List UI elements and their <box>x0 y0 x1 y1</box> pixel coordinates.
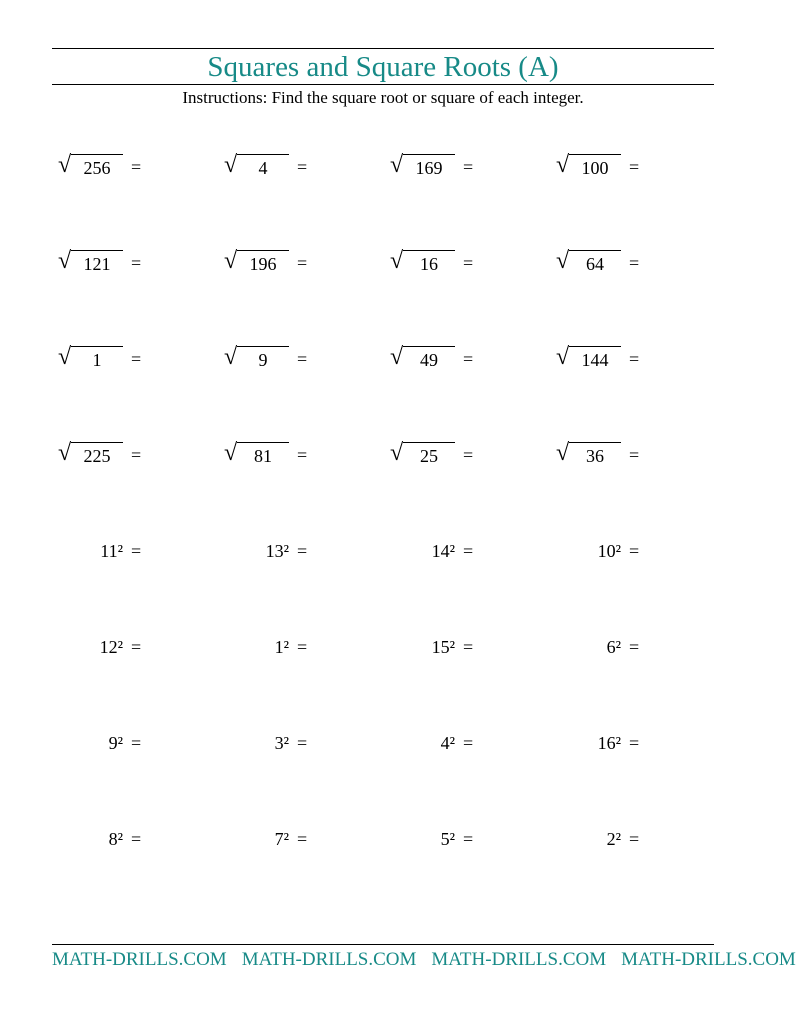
radicand: 9 <box>237 346 289 371</box>
square-expression: 4² <box>440 733 455 753</box>
square-expression: 9² <box>108 733 123 753</box>
equals-sign: = <box>463 253 474 273</box>
square-problem <box>224 630 384 660</box>
square-expression: 11² <box>100 541 123 561</box>
equals-sign: = <box>463 445 474 465</box>
square-root-problem <box>224 438 384 468</box>
square-expression: 15² <box>431 637 455 657</box>
footer-brand-text: MATH-DRILLS.COM <box>431 949 607 970</box>
square-expression: 16² <box>597 733 621 753</box>
equals-sign: = <box>131 445 142 465</box>
footer-brand-text: MATH-DRILLS.COM <box>241 949 417 970</box>
radical-sign: √ <box>224 344 238 370</box>
equals-sign: = <box>131 637 142 657</box>
equals-sign: = <box>297 829 308 849</box>
square-root-problem <box>224 150 384 180</box>
square-root-problem <box>390 438 550 468</box>
square-root-problem <box>58 438 218 468</box>
equals-sign: = <box>131 541 142 561</box>
equals-sign: = <box>131 733 142 753</box>
square-problem <box>224 726 384 756</box>
equals-sign: = <box>629 157 640 177</box>
equals-sign: = <box>629 445 640 465</box>
square-problem <box>390 822 550 852</box>
square-problem <box>224 822 384 852</box>
equals-sign: = <box>297 733 308 753</box>
square-root-problem <box>224 246 384 276</box>
radicand: 4 <box>237 154 289 179</box>
radical-sign: √ <box>224 440 238 466</box>
square-root-problem <box>58 150 218 180</box>
square-expression: 10² <box>597 541 621 561</box>
top-rule <box>52 48 714 49</box>
radical-sign: √ <box>390 344 404 370</box>
radicand: 81 <box>237 442 289 467</box>
square-problem <box>556 822 716 852</box>
square-expression: 2² <box>606 829 621 849</box>
square-root-problem <box>224 342 384 372</box>
equals-sign: = <box>297 637 308 657</box>
radicand: 1 <box>71 346 123 371</box>
radical-sign: √ <box>390 440 404 466</box>
footer-brand-text: MATH-DRILLS.COM <box>52 949 227 970</box>
radical-sign: √ <box>390 152 404 178</box>
square-root-problem <box>556 246 716 276</box>
radicand: 16 <box>403 250 455 275</box>
square-problem <box>58 630 218 660</box>
square-root-problem <box>556 342 716 372</box>
radical-sign: √ <box>390 248 404 274</box>
equals-sign: = <box>463 349 474 369</box>
radicand: 49 <box>403 346 455 371</box>
square-expression: 6² <box>606 637 621 657</box>
square-root-problem <box>556 438 716 468</box>
square-expression: 13² <box>265 541 289 561</box>
radicand: 64 <box>569 250 621 275</box>
square-problem <box>58 822 218 852</box>
title-rule <box>52 84 714 85</box>
equals-sign: = <box>629 541 640 561</box>
equals-sign: = <box>463 541 474 561</box>
radical-sign: √ <box>556 344 570 370</box>
equals-sign: = <box>297 349 308 369</box>
square-problem <box>390 534 550 564</box>
equals-sign: = <box>463 733 474 753</box>
square-root-problem <box>556 150 716 180</box>
square-root-problem <box>58 342 218 372</box>
equals-sign: = <box>297 445 308 465</box>
equals-sign: = <box>131 157 142 177</box>
footer-brand-text: MATH-DRILLS.COM <box>621 949 796 970</box>
equals-sign: = <box>629 349 640 369</box>
square-problem <box>556 726 716 756</box>
square-problem <box>390 726 550 756</box>
radical-sign: √ <box>58 440 72 466</box>
equals-sign: = <box>629 637 640 657</box>
radicand: 100 <box>569 154 621 179</box>
equals-sign: = <box>297 253 308 273</box>
square-expression: 5² <box>440 829 455 849</box>
square-root-problem <box>390 342 550 372</box>
radicand: 256 <box>71 154 123 179</box>
radicand: 144 <box>569 346 621 371</box>
equals-sign: = <box>131 349 142 369</box>
square-problem <box>224 534 384 564</box>
square-problem <box>58 534 218 564</box>
square-problem <box>390 630 550 660</box>
square-problem <box>556 534 716 564</box>
radicand: 121 <box>71 250 123 275</box>
equals-sign: = <box>463 637 474 657</box>
square-expression: 7² <box>274 829 289 849</box>
equals-sign: = <box>297 541 308 561</box>
square-problem <box>58 726 218 756</box>
square-root-problem <box>390 150 550 180</box>
equals-sign: = <box>463 829 474 849</box>
radical-sign: √ <box>224 248 238 274</box>
radicand: 25 <box>403 442 455 467</box>
radical-sign: √ <box>58 248 72 274</box>
radicand: 196 <box>237 250 289 275</box>
radicand: 225 <box>71 442 123 467</box>
square-expression: 8² <box>108 829 123 849</box>
radicand: 36 <box>569 442 621 467</box>
footer-branding <box>52 947 796 973</box>
equals-sign: = <box>463 157 474 177</box>
radical-sign: √ <box>556 152 570 178</box>
square-expression: 12² <box>99 637 123 657</box>
page-title: Squares and Square Roots (A) <box>207 51 559 83</box>
equals-sign: = <box>131 253 142 273</box>
instructions: Instructions: Find the square root or square of each integer. <box>182 88 584 107</box>
footer-rule <box>52 944 714 945</box>
square-expression: 1² <box>274 637 289 657</box>
radicand: 169 <box>403 154 455 179</box>
equals-sign: = <box>131 829 142 849</box>
equals-sign: = <box>297 157 308 177</box>
square-problem <box>556 630 716 660</box>
square-expression: 3² <box>274 733 289 753</box>
radical-sign: √ <box>58 344 72 370</box>
square-root-problem <box>390 246 550 276</box>
equals-sign: = <box>629 829 640 849</box>
radical-sign: √ <box>224 152 238 178</box>
radical-sign: √ <box>556 248 570 274</box>
square-root-problem <box>58 246 218 276</box>
square-expression: 14² <box>431 541 455 561</box>
radical-sign: √ <box>556 440 570 466</box>
equals-sign: = <box>629 253 640 273</box>
radical-sign: √ <box>58 152 72 178</box>
equals-sign: = <box>629 733 640 753</box>
